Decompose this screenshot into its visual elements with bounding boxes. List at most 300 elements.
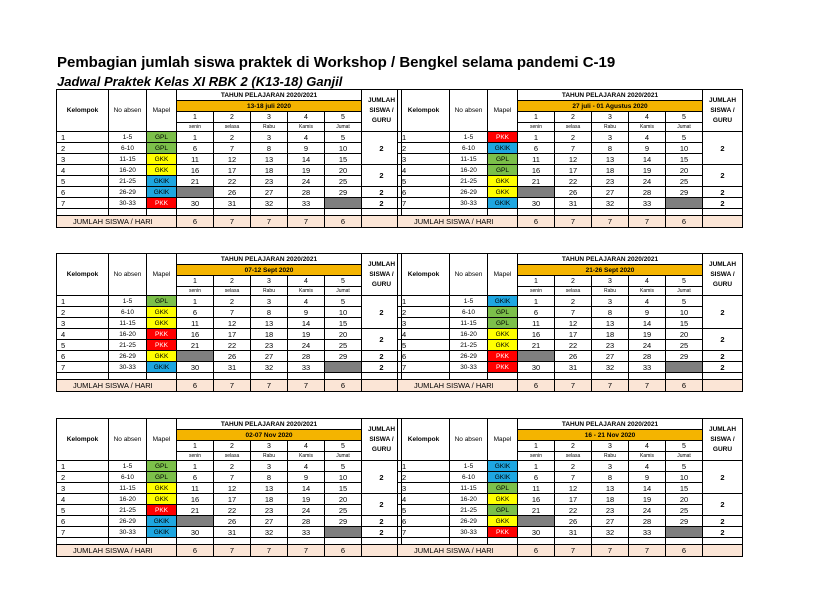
- page-title: Pembagian jumlah siswa praktek di Workshop / Bengkel selama pandemi C-19: [57, 54, 616, 71]
- spacer-cell: [57, 209, 109, 216]
- student-number-cell: 4: [629, 461, 666, 472]
- table-row: [398, 165, 743, 176]
- day-name: Jumat: [325, 287, 362, 296]
- student-number-cell: 19: [288, 329, 325, 340]
- period-date-range: 07-12 Sept 2020: [177, 265, 362, 276]
- table-row: [398, 362, 743, 373]
- kelompok-cell: 7: [398, 527, 450, 538]
- spacer-cell: [555, 373, 592, 380]
- student-number-cell: 30: [518, 362, 555, 373]
- spacer-cell: [398, 538, 450, 545]
- jumlah-siswa-hari-label: JUMLAH SISWA / HARI: [398, 380, 518, 392]
- no-absen-header: No absen: [450, 90, 488, 132]
- student-number-cell: 32: [592, 527, 629, 538]
- student-number-cell: 25: [666, 505, 703, 516]
- day-number: 1: [518, 112, 555, 123]
- student-number-cell: 10: [325, 143, 362, 154]
- student-number-cell: 20: [666, 494, 703, 505]
- student-number-cell: 15: [325, 483, 362, 494]
- day-name: Jumat: [325, 452, 362, 461]
- footer-empty-cell: [362, 380, 402, 392]
- student-number-cell: 11: [518, 318, 555, 329]
- student-number-cell: 9: [288, 472, 325, 483]
- tahun-pelajaran-header: TAHUN PELAJARAN 2020/2021: [177, 90, 362, 101]
- student-number-cell: 16: [518, 494, 555, 505]
- student-number-cell: 11: [518, 154, 555, 165]
- student-number-cell: 9: [288, 307, 325, 318]
- daily-total-cell: 6: [518, 380, 555, 392]
- kelompok-cell: 3: [57, 483, 109, 494]
- student-number-cell: 31: [555, 527, 592, 538]
- student-number-cell: 1: [177, 461, 214, 472]
- kelompok-cell: 6: [57, 351, 109, 362]
- day-number: 1: [177, 441, 214, 452]
- no-absen-cell: 6-10: [450, 143, 488, 154]
- table-row: [398, 472, 743, 483]
- mapel-badge: GKK: [147, 318, 177, 329]
- kelompok-cell: 6: [398, 351, 450, 362]
- table-row: [398, 527, 743, 538]
- empty-slot: [518, 351, 555, 362]
- student-number-cell: 19: [629, 329, 666, 340]
- day-number: 5: [666, 112, 703, 123]
- student-number-cell: 10: [325, 472, 362, 483]
- student-number-cell: 27: [251, 351, 288, 362]
- schedule-table: [397, 89, 743, 228]
- student-number-cell: 32: [251, 527, 288, 538]
- mapel-badge: GPL: [488, 505, 518, 516]
- day-number: 1: [518, 441, 555, 452]
- student-number-cell: 25: [325, 340, 362, 351]
- day-number: 1: [177, 276, 214, 287]
- student-number-cell: 22: [555, 505, 592, 516]
- empty-slot: [518, 516, 555, 527]
- no-absen-cell: 6-10: [109, 472, 147, 483]
- student-number-cell: 13: [592, 154, 629, 165]
- jumlah-guru-cell: 2: [362, 351, 402, 362]
- student-number-cell: 8: [251, 307, 288, 318]
- student-number-cell: 4: [629, 132, 666, 143]
- day-name: selasa: [555, 452, 592, 461]
- spacer-cell: [177, 538, 214, 545]
- no-absen-cell: 26-29: [109, 187, 147, 198]
- footer-empty-cell: [703, 216, 743, 228]
- student-number-cell: 1: [177, 296, 214, 307]
- spacer-cell: [488, 209, 518, 216]
- daily-total-cell: 6: [177, 380, 214, 392]
- table-row: [57, 340, 402, 351]
- spacer-cell: [251, 209, 288, 216]
- day-name: Rabu: [251, 287, 288, 296]
- daily-total-cell: 7: [555, 545, 592, 557]
- table-row: [398, 187, 743, 198]
- no-absen-cell: 11-15: [450, 154, 488, 165]
- student-number-cell: 5: [325, 296, 362, 307]
- daily-total-cell: 7: [288, 380, 325, 392]
- jumlah-guru-cell: 2: [703, 461, 743, 494]
- kelompok-cell: 7: [398, 198, 450, 209]
- student-number-cell: 17: [214, 165, 251, 176]
- no-absen-cell: 16-20: [109, 494, 147, 505]
- student-number-cell: 32: [251, 362, 288, 373]
- table-row: [57, 329, 402, 340]
- student-number-cell: 1: [518, 461, 555, 472]
- table-row: [57, 527, 402, 538]
- no-absen-cell: 26-29: [450, 516, 488, 527]
- day-number: 5: [666, 276, 703, 287]
- page-subtitle: Jadwal Praktek Kelas XI RBK 2 (K13-18) Ganjil: [57, 74, 343, 89]
- table-row: [398, 516, 743, 527]
- spacer-cell: [703, 538, 743, 545]
- mapel-badge: GKIK: [488, 472, 518, 483]
- daily-total-cell: 7: [592, 380, 629, 392]
- mapel-header: Mapel: [488, 254, 518, 296]
- spacer-cell: [592, 538, 629, 545]
- spacer-cell: [288, 209, 325, 216]
- no-absen-cell: 21-25: [109, 505, 147, 516]
- no-absen-cell: 11-15: [109, 318, 147, 329]
- spacer-cell: [362, 538, 402, 545]
- day-number: 5: [666, 441, 703, 452]
- kelompok-cell: 2: [57, 307, 109, 318]
- student-number-cell: 12: [214, 154, 251, 165]
- kelompok-cell: 3: [57, 154, 109, 165]
- empty-slot: [325, 362, 362, 373]
- student-number-cell: 23: [251, 176, 288, 187]
- day-name: Kamis: [288, 452, 325, 461]
- spacer-cell: [325, 209, 362, 216]
- student-number-cell: 16: [177, 494, 214, 505]
- spacer-cell: [398, 373, 450, 380]
- kelompok-cell: 4: [398, 494, 450, 505]
- student-number-cell: 6: [518, 307, 555, 318]
- student-number-cell: 25: [325, 176, 362, 187]
- tahun-pelajaran-header: TAHUN PELAJARAN 2020/2021: [518, 419, 703, 430]
- no-absen-cell: 26-29: [450, 187, 488, 198]
- student-number-cell: 19: [288, 165, 325, 176]
- day-name: Kamis: [629, 287, 666, 296]
- jumlah-siswa-hari-label: JUMLAH SISWA / HARI: [398, 545, 518, 557]
- student-number-cell: 3: [251, 461, 288, 472]
- student-number-cell: 20: [666, 329, 703, 340]
- spacer-cell: [251, 373, 288, 380]
- day-name: senin: [177, 287, 214, 296]
- spacer-cell: [488, 538, 518, 545]
- daily-total-cell: 6: [177, 545, 214, 557]
- jumlah-guru-cell: 2: [703, 296, 743, 329]
- student-number-cell: 3: [251, 132, 288, 143]
- student-number-cell: 2: [214, 461, 251, 472]
- student-number-cell: 5: [666, 296, 703, 307]
- spacer-cell: [325, 373, 362, 380]
- no-absen-cell: 11-15: [450, 483, 488, 494]
- day-number: 2: [214, 112, 251, 123]
- spacer-cell: [288, 538, 325, 545]
- day-name: Jumat: [666, 287, 703, 296]
- student-number-cell: 9: [629, 472, 666, 483]
- jumlah-siswa-guru-header: JUMLAH SISWA / GURU: [362, 90, 402, 132]
- student-number-cell: 8: [592, 307, 629, 318]
- student-number-cell: 10: [666, 472, 703, 483]
- student-number-cell: 31: [214, 362, 251, 373]
- student-number-cell: 31: [214, 198, 251, 209]
- mapel-badge: GKK: [147, 154, 177, 165]
- student-number-cell: 29: [666, 187, 703, 198]
- spacer-cell: [518, 209, 555, 216]
- mapel-badge: GPL: [488, 307, 518, 318]
- student-number-cell: 11: [177, 483, 214, 494]
- spacer-cell: [450, 373, 488, 380]
- mapel-badge: GPL: [488, 483, 518, 494]
- spacer-cell: [629, 538, 666, 545]
- jumlah-guru-cell: 2: [703, 494, 743, 516]
- jumlah-guru-cell: 2: [703, 165, 743, 187]
- no-absen-cell: 16-20: [109, 165, 147, 176]
- no-absen-cell: 30-33: [109, 362, 147, 373]
- student-number-cell: 27: [592, 351, 629, 362]
- student-number-cell: 22: [555, 176, 592, 187]
- mapel-badge: GPL: [488, 318, 518, 329]
- student-number-cell: 22: [555, 340, 592, 351]
- mapel-badge: GKK: [147, 307, 177, 318]
- day-number: 4: [288, 112, 325, 123]
- kelompok-cell: 7: [57, 362, 109, 373]
- spacer-cell: [214, 373, 251, 380]
- no-absen-cell: 11-15: [109, 483, 147, 494]
- student-number-cell: 4: [629, 296, 666, 307]
- student-number-cell: 14: [288, 318, 325, 329]
- daily-total-cell: 7: [629, 545, 666, 557]
- student-number-cell: 13: [251, 154, 288, 165]
- spacer-cell: [109, 373, 147, 380]
- jumlah-guru-cell: 2: [703, 132, 743, 165]
- student-number-cell: 20: [325, 494, 362, 505]
- table-row: [57, 483, 402, 494]
- empty-slot: [325, 198, 362, 209]
- day-number: 3: [251, 441, 288, 452]
- student-number-cell: 29: [325, 516, 362, 527]
- student-number-cell: 7: [214, 143, 251, 154]
- table-row: [57, 296, 402, 307]
- student-number-cell: 8: [251, 472, 288, 483]
- day-number: 2: [555, 441, 592, 452]
- daily-total-cell: 7: [629, 216, 666, 228]
- student-number-cell: 25: [325, 505, 362, 516]
- table-row: [398, 351, 743, 362]
- kelompok-cell: 6: [398, 187, 450, 198]
- kelompok-cell: 2: [57, 472, 109, 483]
- period-date-range: 21-26 Sept 2020: [518, 265, 703, 276]
- table-row: [398, 340, 743, 351]
- student-number-cell: 12: [555, 154, 592, 165]
- no-absen-cell: 1-5: [109, 461, 147, 472]
- student-number-cell: 17: [555, 165, 592, 176]
- kelompok-cell: 1: [398, 132, 450, 143]
- student-number-cell: 28: [629, 187, 666, 198]
- daily-total-cell: 6: [325, 545, 362, 557]
- student-number-cell: 6: [177, 472, 214, 483]
- mapel-badge: GKK: [147, 494, 177, 505]
- spacer-cell: [703, 209, 743, 216]
- table-row: [398, 494, 743, 505]
- student-number-cell: 19: [288, 494, 325, 505]
- table-row: [398, 307, 743, 318]
- student-number-cell: 22: [214, 505, 251, 516]
- jumlah-guru-cell: 2: [362, 329, 402, 351]
- student-number-cell: 31: [555, 362, 592, 373]
- kelompok-cell: 5: [57, 340, 109, 351]
- daily-total-cell: 7: [555, 380, 592, 392]
- daily-total-cell: 6: [325, 380, 362, 392]
- no-absen-cell: 1-5: [109, 132, 147, 143]
- jumlah-siswa-guru-header: JUMLAH SISWA / GURU: [362, 419, 402, 461]
- student-number-cell: 28: [288, 351, 325, 362]
- table-row: [57, 362, 402, 373]
- no-absen-cell: 21-25: [109, 340, 147, 351]
- student-number-cell: 14: [288, 483, 325, 494]
- mapel-badge: GKK: [488, 176, 518, 187]
- day-number: 1: [518, 276, 555, 287]
- mapel-badge: PKK: [488, 132, 518, 143]
- day-number: 5: [325, 112, 362, 123]
- student-number-cell: 33: [288, 198, 325, 209]
- spacer-cell: [214, 209, 251, 216]
- student-number-cell: 14: [629, 483, 666, 494]
- jumlah-guru-cell: 2: [703, 527, 743, 538]
- jumlah-guru-cell: 2: [703, 187, 743, 198]
- day-name: selasa: [214, 123, 251, 132]
- kelompok-header: Kelompok: [398, 254, 450, 296]
- tahun-pelajaran-header: TAHUN PELAJARAN 2020/2021: [518, 254, 703, 265]
- student-number-cell: 6: [177, 143, 214, 154]
- day-number: 3: [592, 112, 629, 123]
- student-number-cell: 15: [666, 154, 703, 165]
- day-name: Kamis: [288, 287, 325, 296]
- student-number-cell: 1: [177, 132, 214, 143]
- student-number-cell: 7: [555, 143, 592, 154]
- student-number-cell: 2: [555, 461, 592, 472]
- kelompok-cell: 6: [398, 516, 450, 527]
- table-row: [398, 505, 743, 516]
- footer-empty-cell: [362, 216, 402, 228]
- day-number: 5: [325, 441, 362, 452]
- spacer-cell: [666, 373, 703, 380]
- no-absen-cell: 6-10: [109, 307, 147, 318]
- student-number-cell: 14: [629, 154, 666, 165]
- mapel-badge: GKK: [147, 165, 177, 176]
- student-number-cell: 2: [214, 296, 251, 307]
- student-number-cell: 6: [177, 307, 214, 318]
- daily-total-cell: 6: [666, 545, 703, 557]
- spacer-cell: [450, 538, 488, 545]
- no-absen-header: No absen: [109, 254, 147, 296]
- spacer-cell: [398, 209, 450, 216]
- day-number: 2: [555, 112, 592, 123]
- mapel-badge: PKK: [488, 351, 518, 362]
- spacer-cell: [629, 209, 666, 216]
- kelompok-cell: 4: [57, 329, 109, 340]
- daily-total-cell: 7: [214, 216, 251, 228]
- kelompok-header: Kelompok: [57, 419, 109, 461]
- mapel-badge: PKK: [147, 198, 177, 209]
- no-absen-cell: 1-5: [450, 132, 488, 143]
- mapel-header: Mapel: [147, 90, 177, 132]
- day-name: senin: [518, 123, 555, 132]
- student-number-cell: 15: [325, 318, 362, 329]
- kelompok-cell: 1: [398, 296, 450, 307]
- student-number-cell: 4: [288, 132, 325, 143]
- spacer-cell: [109, 209, 147, 216]
- student-number-cell: 16: [518, 329, 555, 340]
- kelompok-cell: 2: [57, 143, 109, 154]
- student-number-cell: 28: [629, 351, 666, 362]
- jumlah-guru-cell: 2: [703, 198, 743, 209]
- student-number-cell: 27: [251, 516, 288, 527]
- table-row: [57, 461, 402, 472]
- mapel-badge: GKK: [488, 329, 518, 340]
- mapel-badge: GKIK: [147, 362, 177, 373]
- jumlah-siswa-hari-label: JUMLAH SISWA / HARI: [398, 216, 518, 228]
- student-number-cell: 4: [288, 461, 325, 472]
- daily-total-cell: 7: [629, 380, 666, 392]
- student-number-cell: 6: [518, 143, 555, 154]
- table-row: [57, 516, 402, 527]
- student-number-cell: 21: [518, 176, 555, 187]
- day-number: 4: [288, 276, 325, 287]
- kelompok-cell: 5: [398, 340, 450, 351]
- mapel-badge: GKIK: [147, 527, 177, 538]
- no-absen-cell: 6-10: [450, 472, 488, 483]
- student-number-cell: 24: [288, 340, 325, 351]
- daily-total-cell: 7: [288, 545, 325, 557]
- spacer-cell: [518, 538, 555, 545]
- kelompok-cell: 7: [57, 527, 109, 538]
- student-number-cell: 32: [251, 198, 288, 209]
- spacer-cell: [518, 373, 555, 380]
- student-number-cell: 29: [666, 351, 703, 362]
- period-date-range: 27 juli - 01 Agustus 2020: [518, 101, 703, 112]
- student-number-cell: 22: [214, 340, 251, 351]
- student-number-cell: 23: [251, 340, 288, 351]
- mapel-badge: PKK: [488, 527, 518, 538]
- student-number-cell: 21: [518, 340, 555, 351]
- mapel-badge: GPL: [147, 296, 177, 307]
- spacer-cell: [362, 373, 402, 380]
- day-name: selasa: [214, 452, 251, 461]
- jumlah-guru-cell: 2: [703, 362, 743, 373]
- student-number-cell: 29: [666, 516, 703, 527]
- kelompok-cell: 3: [57, 318, 109, 329]
- student-number-cell: 7: [214, 472, 251, 483]
- student-number-cell: 30: [177, 527, 214, 538]
- kelompok-cell: 1: [398, 461, 450, 472]
- student-number-cell: 24: [629, 340, 666, 351]
- table-row: [398, 318, 743, 329]
- student-number-cell: 16: [177, 329, 214, 340]
- mapel-badge: GPL: [488, 165, 518, 176]
- daily-total-cell: 7: [555, 216, 592, 228]
- tahun-pelajaran-header: TAHUN PELAJARAN 2020/2021: [177, 419, 362, 430]
- student-number-cell: 9: [629, 307, 666, 318]
- student-number-cell: 10: [325, 307, 362, 318]
- table-row: [57, 165, 402, 176]
- student-number-cell: 3: [592, 296, 629, 307]
- student-number-cell: 3: [251, 296, 288, 307]
- mapel-badge: GKK: [147, 483, 177, 494]
- student-number-cell: 1: [518, 132, 555, 143]
- student-number-cell: 31: [214, 527, 251, 538]
- daily-total-cell: 7: [214, 545, 251, 557]
